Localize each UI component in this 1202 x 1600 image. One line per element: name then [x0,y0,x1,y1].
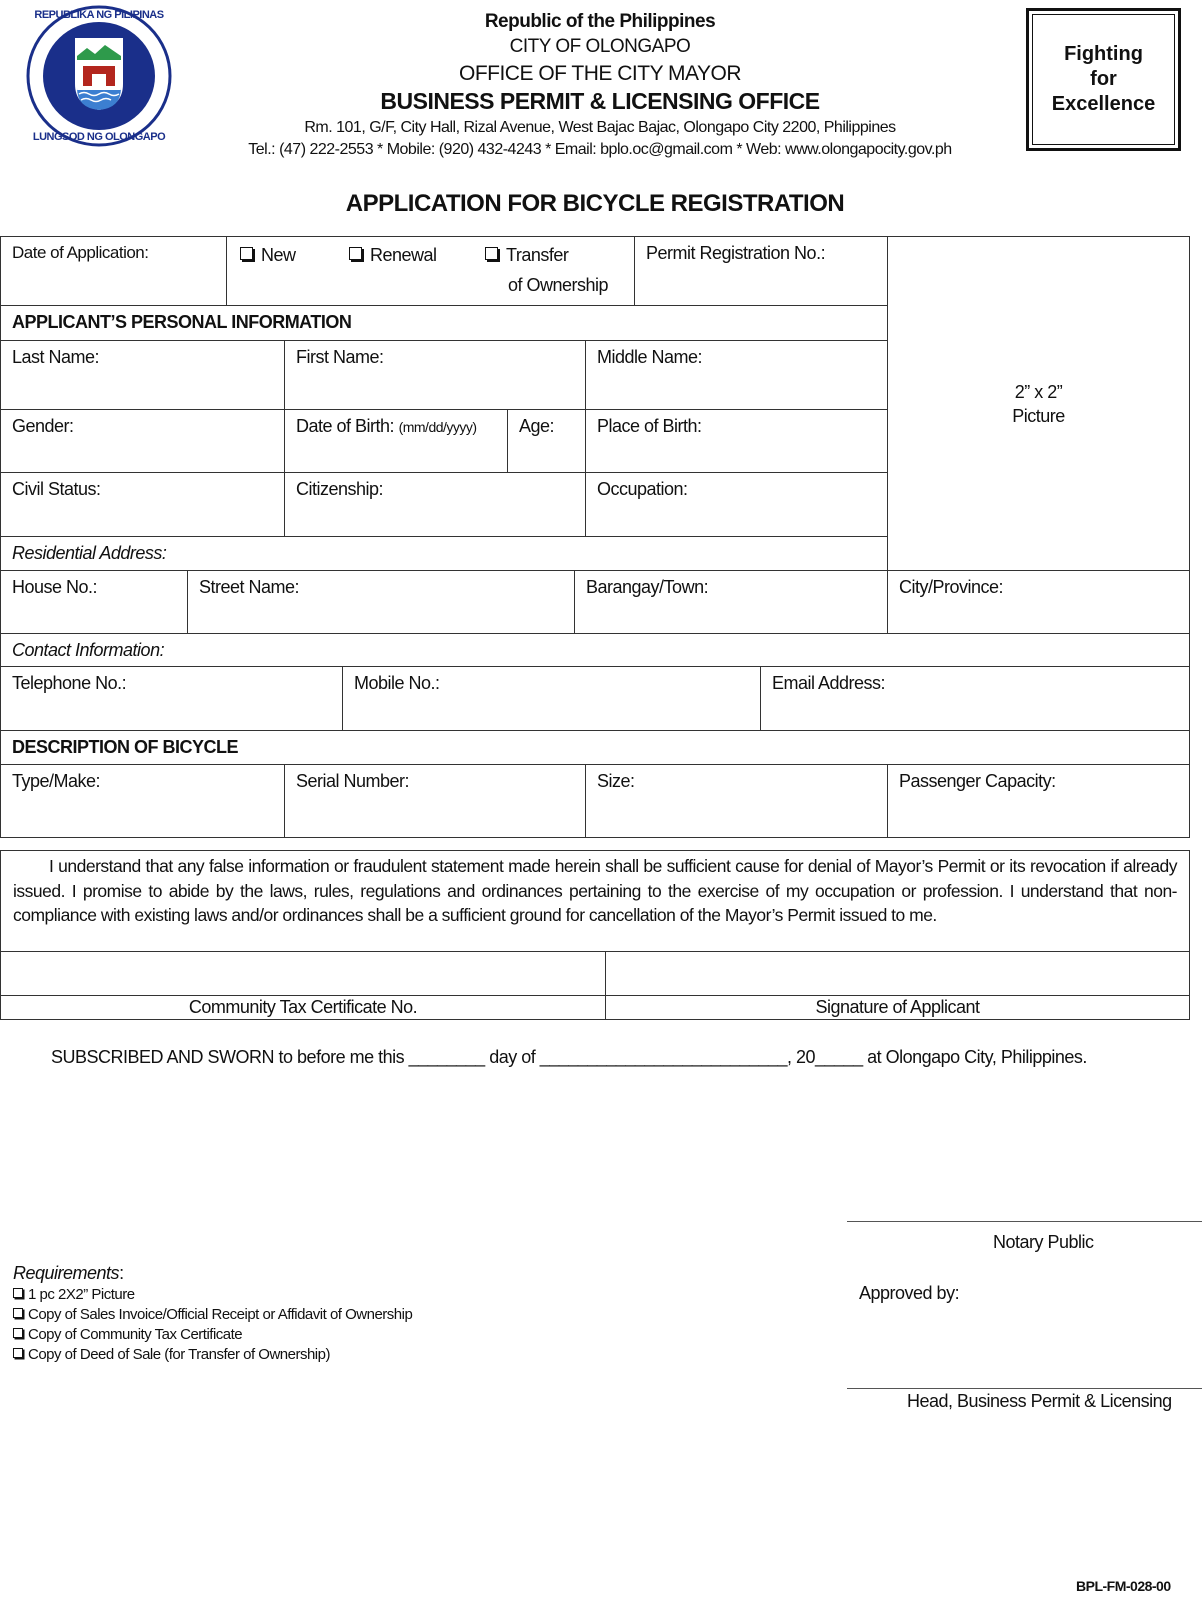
field-label: Place of Birth: [597,416,702,436]
occupation-field[interactable] [585,472,888,537]
city-province-field[interactable] [887,570,1190,634]
subscribed-sworn-line: SUBSCRIBED AND SWORN to before me this ________ day of __________________________, 20_____ at Olongapo City, Philippines. [51,1047,1087,1067]
field-label: Type/Make: [12,771,101,791]
size-field[interactable] [585,764,888,838]
type-make-field[interactable] [0,764,285,838]
field-label: Date of Birth: [296,416,395,436]
signature-field[interactable] [605,951,1190,996]
ctc-label: Community Tax Certificate No. [0,995,606,1020]
serial-number-field[interactable] [284,764,586,838]
option-label: New [261,245,296,265]
slogan-line: for [1090,68,1117,90]
header-bplo: BUSINESS PERMIT & LICENSING OFFICE [380,88,820,114]
civil-status-field[interactable] [0,472,285,537]
option-label: of Ownership [508,275,609,295]
citizenship-field[interactable] [284,472,586,537]
option-new[interactable] [240,245,296,266]
olongapo-city-seal-logo [25,4,173,148]
field-label: Date of Application: [12,243,149,262]
field-label: Age: [519,416,555,436]
passenger-capacity-field[interactable] [887,764,1190,838]
requirements-title: Requirements: [13,1263,124,1283]
date-format-hint: (mm/dd/yyyy) [398,419,477,435]
residential-address-header: Residential Address: [0,536,888,571]
svg-text:REPUBLIKA NG PILIPINAS: REPUBLIKA NG PILIPINAS [34,9,164,21]
ctc-number-field[interactable] [0,951,606,996]
personal-info-header: APPLICANT’S PERSONAL INFORMATION [0,305,888,341]
field-label: Civil Status: [12,479,101,499]
field-label: City/Province: [899,577,1004,597]
requirement-item [13,1306,412,1323]
gender-field[interactable] [0,409,285,473]
requirement-item [13,1326,242,1343]
barangay-field[interactable] [574,570,888,634]
field-label: Email Address: [772,673,886,693]
header-contact: Tel.: (47) 222-2553 * Mobile: (920) 432-4243 * Email: bplo.oc@gmail.com * Web: www.olongapocity.gov.ph [248,141,952,158]
date-of-birth-field[interactable] [284,409,508,473]
field-label: Citizenship: [296,479,384,499]
checkbox-icon[interactable] [240,247,253,260]
field-label: Serial Number: [296,771,410,791]
requirement-text: Copy of Community Tax Certificate [28,1326,243,1343]
notary-signature-line [847,1221,1202,1222]
email-field[interactable] [760,666,1190,731]
checkbox-icon[interactable] [485,247,498,260]
header-republic: Republic of the Philippines [484,11,716,32]
requirement-text: Copy of Sales Invoice/Official Receipt or Affidavit of Ownership [28,1306,413,1323]
field-label: Gender: [12,416,74,436]
option-label: Transfer [506,245,569,265]
checkbox-icon[interactable] [349,247,362,260]
requirements-title-text: Requirements [13,1263,120,1283]
option-label: Renewal [370,245,437,265]
head-bplo-label: Head, Business Permit & Licensing [907,1391,1172,1411]
age-field[interactable] [507,409,586,473]
house-no-field[interactable] [0,570,188,634]
field-label: Passenger Capacity: [899,771,1056,791]
checkbox-icon [13,1348,23,1358]
header-address: Rm. 101, G/F, City Hall, Rizal Avenue, West Bajac Bajac, Olongapo City 2200, Philippines [304,119,896,136]
field-label: House No.: [12,577,98,597]
signature-label: Signature of Applicant [605,995,1190,1020]
slogan-line: Excellence [1051,93,1156,115]
field-label: Occupation: [597,479,688,499]
header-office: OFFICE OF THE CITY MAYOR [458,62,742,85]
field-label: Street Name: [199,577,300,597]
form-code: BPL-FM-028-00 [1076,1578,1171,1594]
picture-box [887,236,1190,571]
field-label: First Name: [296,347,384,367]
picture-label: 2” x 2” [1014,381,1063,402]
field-label: Middle Name: [597,347,703,367]
checkbox-icon [13,1288,23,1298]
field-label: Telephone No.: [12,673,127,693]
field-label: Last Name: [12,347,100,367]
application-type-cell [226,236,635,306]
slogan-line: Fighting [1064,43,1143,65]
place-of-birth-field[interactable] [585,409,888,473]
field-label: Barangay/Town: [586,577,709,597]
requirement-item [13,1286,135,1303]
contact-info-header: Contact Information: [0,633,1190,667]
requirement-text: Copy of Deed of Sale (for Transfer of Ownership) [28,1346,330,1363]
field-label: Mobile No.: [354,673,440,693]
telephone-field[interactable] [0,666,343,731]
option-renewal[interactable] [349,245,437,266]
checkbox-icon [13,1308,23,1318]
form-title: APPLICATION FOR BICYCLE REGISTRATION [345,190,845,217]
last-name-field[interactable] [0,340,285,410]
bicycle-description-header: DESCRIPTION OF BICYCLE [0,730,1190,765]
requirement-item [13,1346,330,1363]
field-label: Size: [597,771,635,791]
mobile-field[interactable] [342,666,761,731]
approved-by-label: Approved by: [859,1283,960,1303]
date-of-application-field[interactable] [0,236,227,306]
first-name-field[interactable] [284,340,586,410]
field-label: Permit Registration No.: [646,243,826,263]
slogan-box [1026,8,1181,151]
option-transfer[interactable] [485,245,568,266]
middle-name-field[interactable] [585,340,888,410]
head-signature-line [847,1388,1202,1389]
svg-text:LUNGSOD NG OLONGAPO: LUNGSOD NG OLONGAPO [32,131,166,143]
requirement-text: 1 pc 2X2” Picture [28,1286,135,1303]
checkbox-icon [13,1328,23,1338]
notary-public-label: Notary Public [993,1232,1094,1252]
declaration-statement: I understand that any false information or fraudulent statement made herein shall be sufficient cause for denial of Mayor’s Permit or its revocation if already issued. I promise to abide by the laws, rules, regulations and ordinances pertaining to the exercise of my occupation or profession. I understand that non-compliance with existing laws and/or ordinances shall be a sufficient ground for cancellation of the Mayor’s Permit issued to me. [0,850,1190,952]
street-name-field[interactable] [187,570,575,634]
picture-label: Picture [1012,405,1065,426]
permit-registration-no-field[interactable] [634,236,888,306]
header-city: CITY OF OLONGAPO [509,36,691,57]
